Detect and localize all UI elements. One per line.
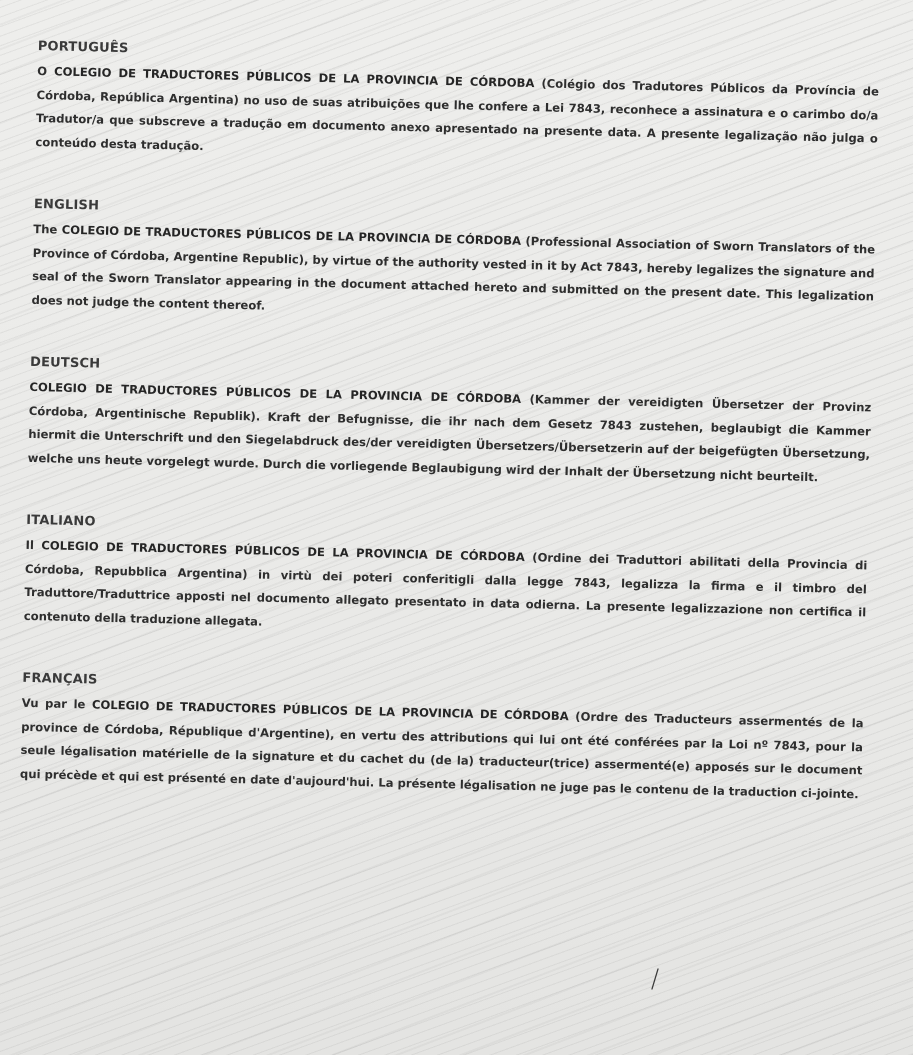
section-body-german bbox=[27, 376, 871, 491]
section-portuguese bbox=[35, 38, 880, 175]
section-heading-portuguese: PORTUGUÊS bbox=[37, 38, 129, 57]
section-body-portuguese bbox=[35, 60, 879, 175]
org-name: COLEGIO DE TRADUCTORES PÚBLICOS DE LA PROVINCIA DE CÓRDOBA bbox=[53, 64, 535, 91]
section-heading-english: ENGLISH bbox=[33, 196, 100, 214]
body-text: (Kammer der vereidigten Übersetzer der Provinz Córdoba, Argentinische Republik). Kraft der Befugnisse, die ihr nach dem Gesetz 7843 zustehen, beglaubigt die Kammer hiermit die Unterschrift und den Siegelabdruck des/der vereidigten Übersetzers/Übersetzerin auf der beigefügten Übersetzung, welche uns heute vorgelegt wurde. Durch die vorliegende Beglaubigung wird der Inhalt der Übersetzung nicht beurteilt. bbox=[27, 391, 872, 484]
section-german bbox=[27, 354, 872, 491]
section-heading-french: FRANÇAIS bbox=[22, 670, 98, 688]
body-text: (Professional Association of Sworn Translators of the Province of Córdoba, Argentine Republic), by virtue of the authority vested in it by Act 7843, hereby legalizes the signature and seal of the Sworn Translator appearing in the document attached hereto and submitted on the present date. This legalization does not judge the content thereof. bbox=[31, 233, 876, 313]
section-body-italian bbox=[24, 534, 868, 649]
section-italian bbox=[24, 512, 869, 649]
body-text: (Ordine dei Traduttori abilitati della Provincia di Córdoba, Repubblica Argentina) in virtù dei poteri conferitigli dalla legge 7843, legalizza la firma e il timbro del Traduttore/Traduttrice apposti nel documento allegato presentato in data odierna. La presente legalizzazione non certifica il contenuto della traduzione allegata. bbox=[23, 550, 868, 629]
body-lead: Il bbox=[25, 537, 42, 553]
body-lead: O bbox=[37, 63, 55, 79]
org-name: COLEGIO DE TRADUCTORES PÚBLICOS DE LA PROVINCIA DE CÓRDOBA bbox=[61, 222, 522, 248]
section-english bbox=[31, 196, 876, 333]
pen-stroke-mark bbox=[648, 968, 662, 990]
org-name: COLEGIO DE TRADUCTORES PÚBLICOS DE LA PROVINCIA DE CÓRDOBA bbox=[41, 538, 525, 565]
legalization-text-block bbox=[19, 38, 880, 848]
org-name: COLEGIO DE TRADUCTORES PÚBLICOS DE LA PROVINCIA DE CÓRDOBA bbox=[91, 697, 569, 724]
org-name: COLEGIO DE TRADUCTORES PÚBLICOS DE LA PROVINCIA DE CÓRDOBA bbox=[29, 379, 522, 406]
section-heading-german: DEUTSCH bbox=[29, 354, 101, 372]
body-lead: Vu par le bbox=[21, 695, 93, 712]
body-text: (Ordre des Traducteurs assermentés de la province de Córdoba, République d'Argentine), en vertu des attributions qui lui ont été conférées par la Loi nº 7843, pour la seule légalisation matérielle de la signature et du cachet du (de la) traducteur(trice) assermenté(e) apposés sur le document qui précède et qui est présenté en date d'aujourd'hui. La présente légalisation ne juge pas le contenu de la traduction ci-jointe. bbox=[19, 709, 864, 801]
section-body-english bbox=[31, 218, 875, 333]
section-body-french bbox=[20, 692, 864, 807]
body-text: (Colégio dos Tradutores Públicos da Província de Córdoba, República Argentina) no uso de suas atribuições que lhe confere a Lei 7843, reconhece a assinatura e o carimbo do/a Tradutor/a que subscreve a tradução em documento anexo apresentado na presente data. A presente legalização não julga o conteúdo desta tradução. bbox=[35, 76, 880, 153]
section-heading-italian: ITALIANO bbox=[26, 512, 96, 530]
section-french bbox=[20, 670, 865, 807]
body-lead: The bbox=[33, 221, 62, 237]
